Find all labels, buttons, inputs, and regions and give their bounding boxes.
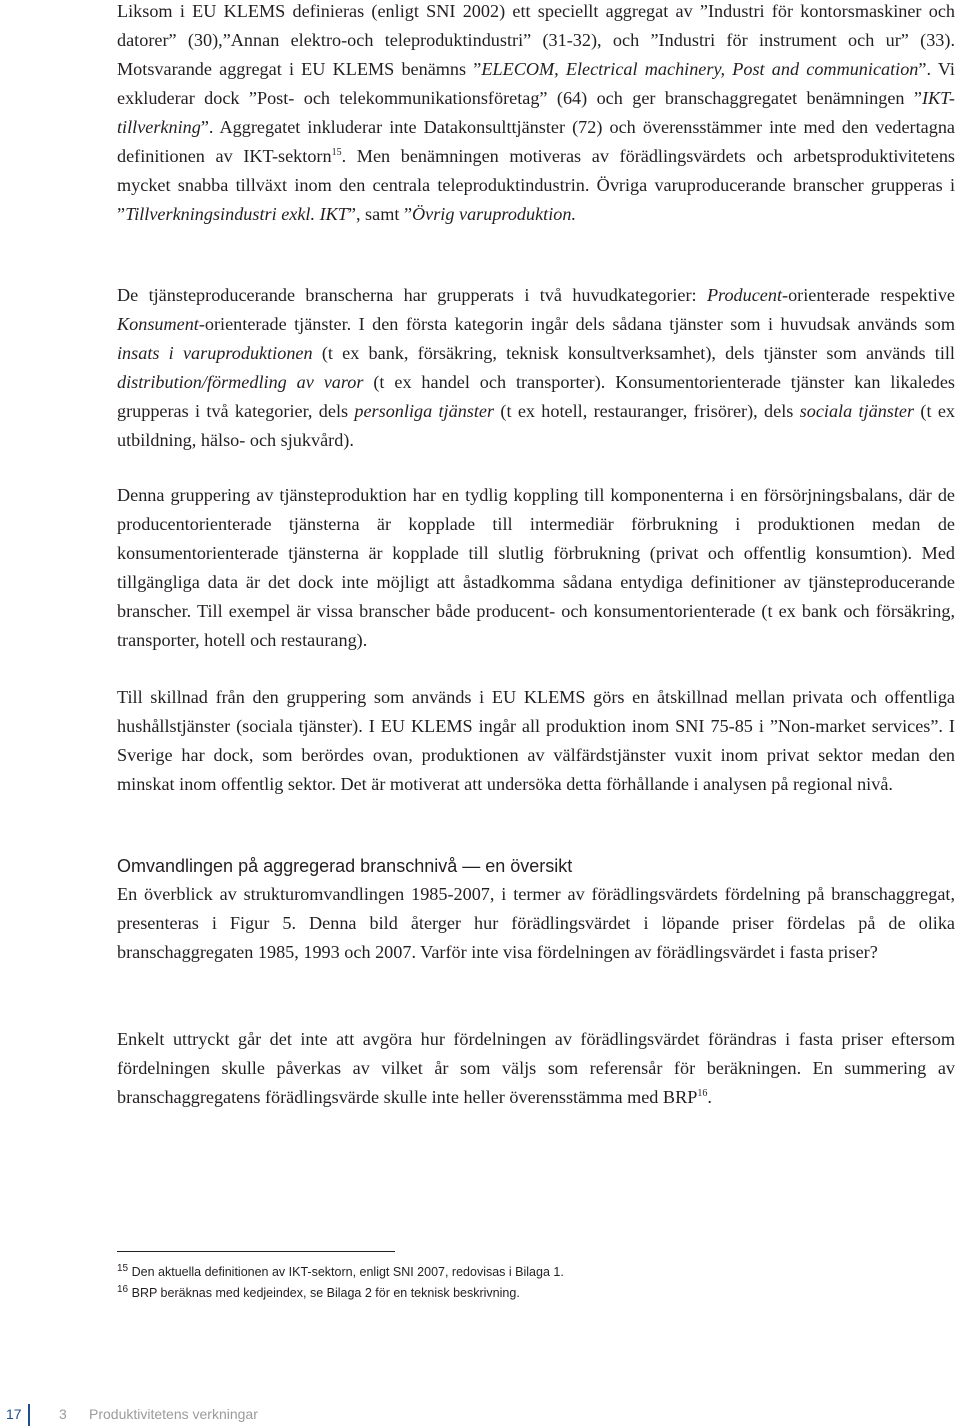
footnote-marker: 16 xyxy=(117,1283,129,1295)
paragraph-overview xyxy=(117,880,955,967)
italic-run: insats i varuproduktionen xyxy=(117,343,313,363)
footer-divider xyxy=(28,1404,30,1426)
text-run: (t ex utbildning, hälso- och sjukvård). xyxy=(117,401,955,450)
footnote-marker: 15 xyxy=(117,1262,129,1274)
footnote-text: BRP beräknas med kedjeindex, se Bilaga 2 för en teknisk beskrivning. xyxy=(131,1286,520,1300)
footnote-text: Den aktuella definitionen av IKT-sektorn, enligt SNI 2007, redovisas i Bilaga 1. xyxy=(131,1265,564,1279)
text-run: -orienterade tjänster. I den första kategorin ingår dels sådana tjänster som i huvudsak används som xyxy=(198,314,955,334)
italic-run: Tillverkningsindustri exkl. IKT xyxy=(125,204,348,224)
text-run: De tjänsteproducerande branscherna har grupperats i två huvudkategorier: xyxy=(117,285,707,305)
text-run: ”. Aggregatet inkluderar inte Datakonsulttjänster (72) och överensstämmer inte med den vedertagna definitionen av IKT-sektorn xyxy=(117,117,955,166)
text-run: Liksom i EU KLEMS definieras (enligt SNI 2002) ett speciellt aggregat av ”Industri för kontorsmaskiner och datorer” (30),”Annan elektro-och teleproduktindustri” (31-32), och ”Industri för instrument och ur” (33). Motsvarande aggregat i EU KLEMS benämns ” xyxy=(117,1,955,79)
italic-run: Producent xyxy=(706,285,783,305)
paragraph-fixed-prices xyxy=(117,1025,955,1112)
footnote-ref: 15 xyxy=(331,146,342,158)
page-number: 17 xyxy=(6,1406,22,1422)
paragraph-supply-balance xyxy=(117,481,955,655)
text-run: -orienterade respektive xyxy=(782,285,955,305)
text-run: Denna gruppering av tjänsteproduktion har en tydlig koppling till komponenterna i en försörjningsbalans, där de producentorienterade tjänsterna är kopplade till intermediär förbrukning i produktionen medan de konsumentorienterade tjänsterna är kopplade till slutlig förbrukning (privat och offentlig konsumtion). Med tillgängliga data är det dock inte möjligt att åstadkomma sådana entydiga definitioner av tjänsteproducerande branscher. Till exempel är vissa branscher både producent- och konsumentorienterade (t ex bank och försäkring, transporter, hotell och restaurang). xyxy=(117,485,955,650)
text-run: (t ex bank, försäkring, teknisk konsultverksamhet), dels tjänster som används till xyxy=(312,343,955,363)
footnote-15 xyxy=(117,1263,955,1281)
paragraph-service-categories xyxy=(117,281,955,455)
italic-run: ELECOM, Electrical machinery, Post and communication xyxy=(481,59,919,79)
chapter-title: Produktivitetens verkningar xyxy=(89,1406,258,1422)
text-run: (t ex hotell, restauranger, frisörer), dels xyxy=(494,401,800,421)
text-run: . xyxy=(707,1087,712,1107)
italic-run: personliga tjänster xyxy=(354,401,495,421)
paragraph-ikt-definition xyxy=(117,0,955,229)
italic-run: IKT-tillverkning xyxy=(117,88,955,137)
footnote-ref: 16 xyxy=(697,1087,708,1099)
text-run: En överblick av strukturomvandlingen 1985-2007, i termer av förädlingsvärdets fördelning på branschaggregat, presenteras i Figur 5. Denna bild återger hur förädlingsvärdet i löpande priser fördelas på de olika branschaggregaten 1985, 1993 och 2007. Varför inte visa fördelningen av förädlingsvärdet i fasta priser? xyxy=(117,884,955,962)
chapter-number: 3 xyxy=(59,1406,67,1422)
italic-run: Konsument xyxy=(117,314,199,334)
footnote-divider xyxy=(117,1251,395,1252)
italic-run: sociala tjänster xyxy=(799,401,915,421)
text-run: . Men benämningen motiveras av förädlingsvärdets och arbetsproduktivitetens mycket snabba tillväxt inom den centrala teleproduktindustrin. Övriga varuproducerande branscher grupperas i ” xyxy=(117,146,956,224)
text-run: (t ex handel och transporter). Konsumentorienterade tjänster kan likaledes grupperas i två kategorier, dels xyxy=(117,372,956,421)
footnote-16 xyxy=(117,1284,955,1302)
text-run: Till skillnad från den gruppering som används i EU KLEMS görs en åtskillnad mellan privata och offentliga hushållstjänster (sociala tjänster). I EU KLEMS ingår all produktion inom SNI 75-85 i ”Non-market services”. I Sverige har dock, som berördes ovan, produktionen av välfärdstjänster vuxit inom privat sektor medan den minskat inom offentlig sektor. Det är motiverat att undersöka detta förhållande i analysen på regional nivå. xyxy=(117,687,955,794)
italic-run: Övrig varuproduktion. xyxy=(412,204,577,224)
page-footer xyxy=(0,1402,960,1426)
text-run: Enkelt uttryckt går det inte att avgöra hur fördelningen av förädlingsvärdet förändras i fasta priser eftersom fördelningen skulle påverkas av vilket år som väljs som referensår för beräkningen. En summering av branschaggregatens förädlingsvärde skulle inte heller överensstämma med BRP xyxy=(117,1029,955,1107)
paragraph-eu-klems-difference xyxy=(117,683,955,799)
text-run: ”, samt ” xyxy=(347,204,413,224)
text-run: ”. Vi exkluderar dock ”Post- och telekommunikationsföretag” (64) och ger branschaggregatet benämningen ” xyxy=(117,59,955,108)
section-heading: Omvandlingen på aggregerad branschnivå — en översikt xyxy=(117,856,573,876)
italic-run: distribution/förmedling av varor xyxy=(117,372,364,392)
